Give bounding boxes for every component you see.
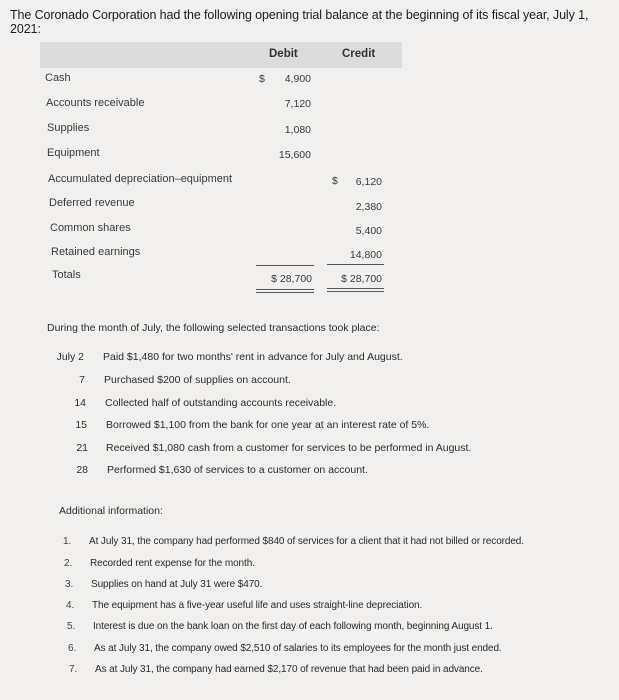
debit-value: 7,120	[284, 98, 311, 110]
transaction-date: 7	[79, 374, 85, 386]
double-rule	[327, 291, 384, 292]
item-text: At July 31, the company had performed $840 of services for a client that it had not billed or recorded.	[89, 536, 524, 547]
credit-value: 5,400	[355, 225, 382, 237]
transaction-text: Collected half of outstanding accounts receivable.	[105, 397, 337, 409]
item-number: 3.	[65, 579, 74, 590]
transaction-date: July 2	[56, 351, 84, 363]
double-rule	[256, 292, 314, 293]
account-label: Retained earnings	[51, 246, 141, 258]
transaction-date: 14	[74, 397, 86, 409]
transaction-text: Performed $1,630 of services to a customer on account.	[107, 464, 368, 476]
credit-value: 6,120	[355, 176, 382, 188]
credit-value: 14,800	[349, 249, 382, 261]
account-label: Common shares	[50, 222, 131, 234]
transaction-text: Purchased $200 of supplies on account.	[104, 374, 291, 386]
account-label: Deferred revenue	[49, 197, 135, 209]
item-text: As at July 31, the company had earned $2,170 of revenue that had been paid in advance.	[95, 664, 483, 675]
debit-value: 15,600	[278, 149, 311, 161]
debit-value: 4,900	[284, 73, 311, 85]
problem-intro: The Coronado Corporation had the following opening trial balance at the beginning of its fiscal year, July 1, 2021:	[10, 8, 589, 36]
item-number: 4.	[66, 600, 75, 611]
total-credit: $ 28,700	[341, 273, 382, 285]
item-text: The equipment has a five-year useful life and uses straight-line depreciation.	[92, 600, 423, 611]
transaction-date: 15	[75, 419, 87, 431]
item-text: Supplies on hand at July 31 were $470.	[91, 579, 263, 590]
transaction-text: Received $1,080 cash from a customer for services to be performed in August.	[106, 442, 472, 454]
account-label: Supplies	[47, 122, 90, 134]
table-header	[40, 42, 402, 68]
transaction-text: Paid $1,480 for two months' rent in advance for July and August.	[103, 351, 403, 363]
item-number: 1.	[63, 536, 72, 547]
currency-symbol: $	[332, 175, 338, 187]
item-text: Interest is due on the bank loan on the first day of each following month, beginning August 1.	[93, 621, 493, 632]
double-rule	[256, 289, 314, 290]
transaction-text: Borrowed $1,100 from the bank for one year at an interest rate of 5%.	[106, 419, 430, 431]
account-label: Equipment	[47, 147, 100, 159]
transaction-date: 28	[76, 464, 88, 476]
credit-header: Credit	[342, 48, 376, 60]
item-text: As at July 31, the company owed $2,510 of salaries to its employees for the month just ended.	[94, 643, 502, 654]
totals-label: Totals	[52, 269, 81, 281]
currency-symbol: $	[259, 73, 265, 85]
total-rule	[256, 265, 314, 266]
account-label: Cash	[45, 72, 71, 84]
account-label: Accounts receivable	[46, 97, 145, 109]
debit-header: Debit	[269, 48, 298, 60]
credit-value: 2,380	[355, 201, 382, 213]
total-debit: $ 28,700	[271, 273, 312, 285]
total-rule	[327, 264, 384, 265]
transactions-intro: During the month of July, the following selected transactions took place:	[47, 322, 380, 334]
item-number: 7.	[69, 664, 78, 675]
item-number: 5.	[67, 621, 76, 632]
item-number: 2.	[64, 558, 73, 569]
additional-info-label: Additional information:	[59, 505, 163, 517]
item-number: 6.	[68, 643, 77, 654]
transaction-date: 21	[76, 442, 88, 454]
item-text: Recorded rent expense for the month.	[90, 558, 255, 569]
debit-value: 1,080	[284, 124, 311, 136]
trial-balance-table	[40, 42, 402, 310]
account-label: Accumulated depreciation–equipment	[48, 173, 233, 185]
double-rule	[327, 288, 384, 289]
